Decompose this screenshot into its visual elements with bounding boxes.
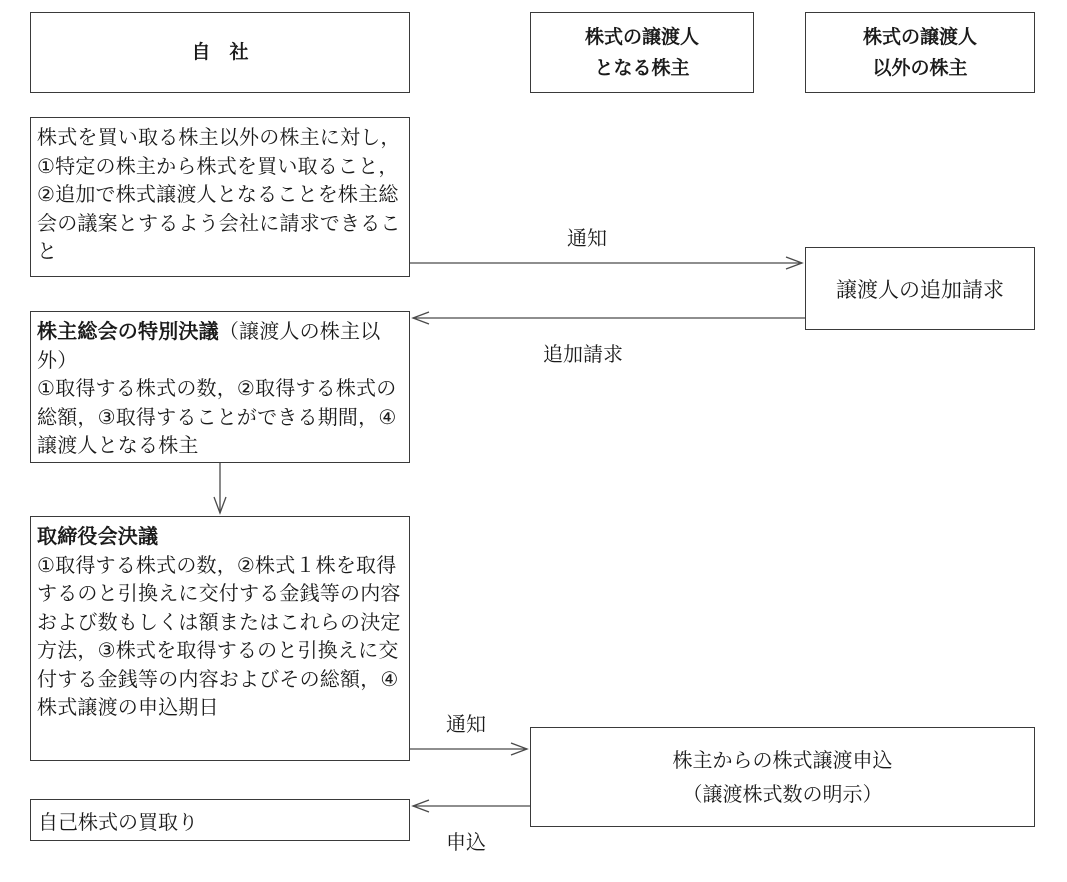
- board-resolution-title: 取締役会決議: [37, 524, 159, 548]
- share-application-line2: （譲渡株式数の明示）: [682, 782, 883, 806]
- notice-label-1: 通知: [567, 226, 607, 250]
- header-transferor-line1: 株式の譲渡人: [584, 26, 699, 49]
- additional-request-label: 追加請求: [543, 342, 623, 366]
- header-other-line1: 株式の譲渡人: [862, 26, 977, 49]
- header-company-label: 自 社: [191, 41, 249, 64]
- notice-label-2: 通知: [446, 712, 486, 736]
- header-transferor-line2: となる株主: [594, 56, 690, 79]
- share-application-line1: 株主からの株式譲渡申込: [672, 748, 893, 772]
- apply-label: 申込: [446, 830, 486, 854]
- board-resolution-body: ①取得する株式の数，②株式１株を取得するのと引換えに交付する金銭等の内容および数もしくは額またはこれらの決定方法，③株式を取得するのと引換えに交付する金銭等の内容およびその総額，④株式譲渡の申込期日: [37, 552, 401, 719]
- self-share-purchase-text: 自己株式の買取り: [38, 809, 198, 834]
- special-resolution-title: 株主総会の特別決議: [37, 319, 219, 343]
- notice-content-text: 株式を買い取る株主以外の株主に対し，①特定の株主から株式を買い取ること，②追加で株式譲渡人となることを株主総会の議案とするよう会社に請求できること: [37, 125, 401, 263]
- additional-request-text: 譲渡人の追加請求: [836, 277, 1004, 302]
- special-resolution-paren: （譲渡人の株主以外）: [37, 319, 381, 372]
- special-resolution-body: ①取得する株式の数，②取得する株式の総額，③取得することができる期間，④譲渡人となる株主: [37, 376, 397, 457]
- header-other-line2: 以外の株主: [872, 56, 968, 79]
